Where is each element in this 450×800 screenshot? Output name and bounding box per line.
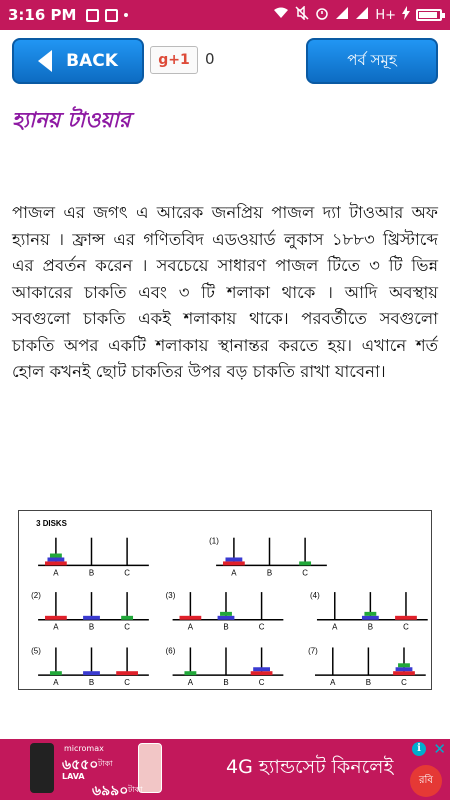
peg-label: B	[88, 568, 95, 578]
episodes-button-label: পর্ব সমূহ	[347, 50, 397, 69]
step-label: (3)	[165, 591, 176, 601]
wifi-icon	[273, 7, 289, 23]
peg-label: A	[53, 622, 59, 632]
disk-small	[220, 612, 232, 616]
episodes-button[interactable]	[306, 38, 438, 84]
peg-label: C	[401, 678, 407, 688]
step-label: (5)	[31, 646, 41, 656]
disk-small	[50, 671, 62, 675]
peg-label: A	[187, 678, 194, 688]
disk-medium	[83, 671, 100, 675]
disk-large	[251, 671, 273, 675]
disk-large	[45, 561, 67, 565]
disk-medium	[362, 616, 379, 620]
peg-label: C	[124, 622, 130, 632]
charging-icon	[402, 6, 410, 24]
article-title: হ্যানয় টাওয়ার	[12, 108, 131, 132]
step-label: (6)	[165, 646, 176, 656]
peg-label: B	[266, 568, 273, 578]
disk-small	[398, 663, 410, 667]
disk-medium	[225, 557, 242, 561]
peg-label: C	[258, 622, 265, 632]
peg-label: B	[223, 678, 229, 688]
ad-headline: 4G হ্যান্ডসেট কিনলেই	[226, 756, 394, 778]
phone-image-black	[30, 743, 54, 793]
network-type: H+	[375, 7, 396, 23]
plus-one-label: +1	[168, 52, 190, 68]
peg-label: B	[88, 678, 95, 688]
ad-banner[interactable]	[0, 739, 450, 800]
disk-large	[45, 616, 67, 620]
ad-brand-2: LAVA	[62, 772, 85, 781]
signal-icon	[335, 6, 349, 24]
clock: 3:16 PM	[8, 6, 77, 24]
peg-label: B	[367, 622, 374, 632]
google-plus-one-button[interactable]	[150, 46, 198, 74]
peg-label: A	[330, 678, 336, 688]
peg-label: B	[88, 622, 95, 632]
alarm-icon	[315, 6, 329, 24]
peg-label: B	[223, 622, 229, 632]
peg-label: C	[403, 622, 409, 632]
peg-label: C	[124, 568, 130, 578]
plus-one-count: 0	[205, 50, 215, 68]
peg-label: B	[365, 678, 372, 688]
ad-brand-1: micromax	[64, 744, 104, 753]
peg-label: A	[53, 568, 59, 578]
peg-label: A	[332, 622, 338, 632]
step-label: (7)	[308, 646, 318, 656]
diagram-heading: 3 DISKS	[36, 518, 67, 528]
ad-info-icon[interactable]: i	[412, 742, 426, 756]
peg-label: A	[187, 622, 194, 632]
disk-small	[299, 561, 311, 565]
peg-label: C	[124, 678, 130, 688]
back-button[interactable]	[12, 38, 144, 84]
disk-large	[116, 671, 138, 675]
notification-icons	[86, 9, 128, 22]
google-plus-icon: g	[158, 52, 169, 68]
step-label: (1)	[209, 536, 219, 546]
battery-icon	[416, 9, 442, 21]
disk-medium	[83, 616, 100, 620]
step-label: (4)	[310, 591, 320, 601]
status-bar	[0, 0, 450, 30]
tower-of-hanoi-diagram	[18, 510, 432, 690]
ad-price-1-unit: টাকা	[98, 759, 113, 768]
disk-medium	[47, 557, 64, 561]
ad-price-2-unit: টাকা	[128, 785, 143, 794]
signal-icon	[355, 6, 369, 24]
ad-price-2: ৬৯৯০	[92, 783, 129, 799]
disk-small	[364, 612, 376, 616]
notification-icon	[86, 9, 99, 22]
disk-small	[121, 616, 133, 620]
peg-label: C	[302, 568, 308, 578]
mute-icon	[295, 6, 309, 24]
disk-small	[50, 554, 62, 558]
disk-large	[393, 671, 415, 675]
back-arrow-icon	[38, 50, 52, 72]
ad-price-1: ৬৫৫০	[62, 757, 99, 773]
step-label: (2)	[31, 591, 41, 601]
back-button-label: BACK	[66, 51, 118, 71]
operator-logo: রবি	[410, 765, 442, 797]
more-notifications-icon	[124, 13, 128, 17]
disk-small	[184, 671, 196, 675]
system-icons	[273, 6, 442, 24]
toolbar	[0, 30, 450, 92]
peg-label: C	[258, 678, 265, 688]
ad-close-icon[interactable]: ✕	[433, 740, 446, 758]
disk-large	[180, 616, 202, 620]
peg-label: A	[53, 678, 59, 688]
disk-medium	[218, 616, 235, 620]
disk-medium	[396, 667, 413, 671]
disk-large	[395, 616, 417, 620]
notification-icon	[105, 9, 118, 22]
disk-large	[223, 561, 245, 565]
article-body: পাজল এর জগৎ এ আরেক জনপ্রিয় পাজল দ্যা টাওআর অফ হ্যানয় । ফ্রান্স এর গণিতবিদ এডওয়ার্ড লুকাস ১৮৮৩ খ্রিস্টাব্দে এর প্রবর্তন করেন । সবচেয়ে সাধারণ পাজল টিতে ৩ টি ভিন্ন আকারের চাকতি এবং ৩ টি শলাকা থাকে । আদি অবস্থায় সবগুলো চাকতি একই শলাকায় থাকে। পরবর্তীতে সবগুলো চাকতি অপর একটি শলাকায় স্থানান্তর করতে হয়। এখানে শর্ত হোল কখনই ছোট চাকতির উপর বড় চাকতি রাখা যাবেনা।	[12, 203, 438, 381]
peg-label: A	[231, 568, 237, 578]
disk-medium	[253, 667, 270, 671]
